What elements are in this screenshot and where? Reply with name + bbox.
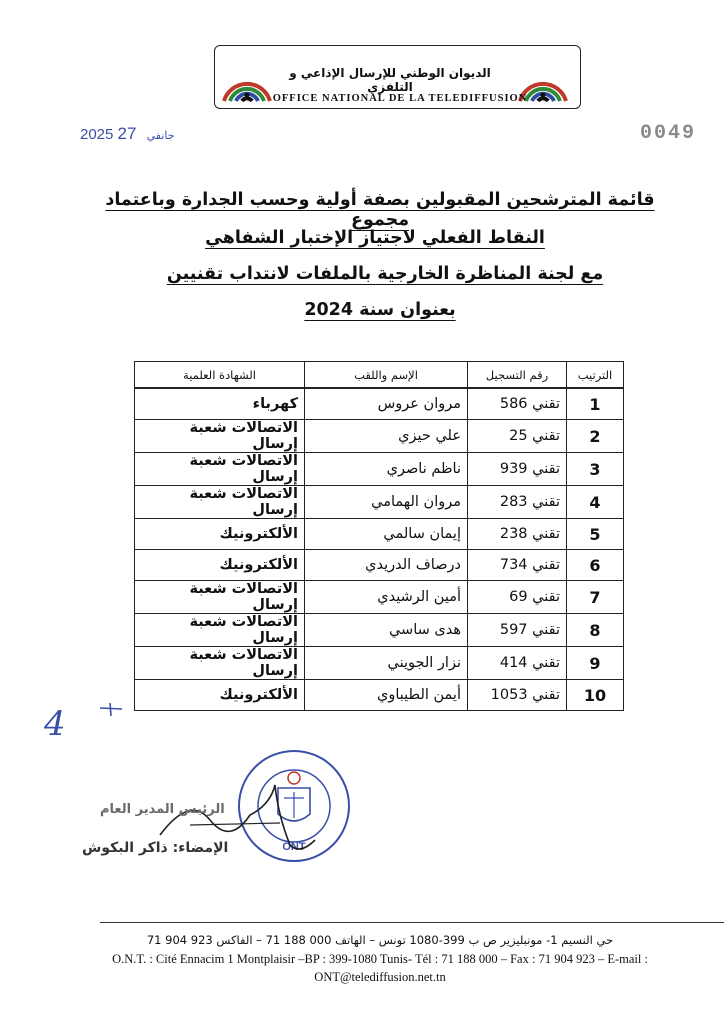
- cell-rank: 10: [567, 680, 624, 711]
- footer-email: ONT@telediffusion.net.tn: [314, 970, 446, 984]
- cell-registration: تقني 597: [468, 614, 567, 647]
- title-line-1: قائمة المترشحين المقبولين بصفة أولية وحسب الجدارة وباعتماد مجموع: [105, 190, 655, 230]
- date-stamp: [80, 124, 181, 144]
- table-row: [135, 453, 624, 486]
- table-row: [135, 550, 624, 581]
- cell-certificate: الاتصالات شعبة إرسال: [135, 453, 305, 486]
- cell-registration: تقني 238: [468, 519, 567, 550]
- header-certificate: الشهادة العلمية: [135, 362, 305, 389]
- table-row: [135, 420, 624, 453]
- cell-registration: تقني 25: [468, 420, 567, 453]
- handwritten-count: 4: [44, 704, 66, 744]
- header-name: الإسم واللقب: [305, 362, 468, 389]
- cell-name: درصاف الدريدي: [305, 550, 468, 581]
- cell-registration: تقني 414: [468, 647, 567, 680]
- cell-registration: تقني 1053: [468, 680, 567, 711]
- cell-rank: 9: [567, 647, 624, 680]
- handwritten-tick-mark: [98, 700, 124, 720]
- cell-name: نزار الجويني: [305, 647, 468, 680]
- cell-rank: 5: [567, 519, 624, 550]
- table-row: [135, 614, 624, 647]
- cell-rank: 1: [567, 388, 624, 420]
- cell-name: ناظم ناصري: [305, 453, 468, 486]
- seal-abbreviation: ONT: [282, 841, 306, 853]
- cell-certificate: الاتصالات شعبة إرسال: [135, 614, 305, 647]
- cell-rank: 2: [567, 420, 624, 453]
- signatory-title: الرئيس المدير العام: [100, 802, 225, 817]
- cell-rank: 3: [567, 453, 624, 486]
- cell-rank: 4: [567, 486, 624, 519]
- table-row: [135, 581, 624, 614]
- candidates-table: [134, 361, 624, 711]
- cell-rank: 8: [567, 614, 624, 647]
- cell-name: مروان عروس: [305, 388, 468, 420]
- ont-logo-left: [220, 51, 274, 103]
- cell-registration: تقني 734: [468, 550, 567, 581]
- cell-certificate: الاتصالات شعبة إرسال: [135, 486, 305, 519]
- table-row: [135, 680, 624, 711]
- title-line-3: مع لجنة المناظرة الخارجية بالملفات لانتداب تقنيين: [166, 264, 604, 284]
- org-name-french: OFFICE NATIONAL DE LA TELEDIFFUSION: [272, 93, 528, 104]
- cell-certificate: الألكترونيك: [135, 550, 305, 581]
- signatory-name: الإمضاء: ذاكر البكوش: [82, 840, 229, 856]
- stamp-day: 27: [117, 124, 137, 143]
- cell-certificate: الاتصالات شعبة إرسال: [135, 581, 305, 614]
- document-number: 0049: [640, 122, 697, 145]
- cell-name: أمين الرشيدي: [305, 581, 468, 614]
- cell-registration: تقني 69: [468, 581, 567, 614]
- table-row: [135, 647, 624, 680]
- title-line-4: بعنوان سنة 2024: [304, 300, 456, 320]
- footer-address-arabic: حي النسيم 1- مونبليزير ص ب 399-1080 تونس – الهاتف 000 188 71 – الفاكس 923 904 71: [146, 933, 614, 947]
- cell-certificate: الألكترونيك: [135, 680, 305, 711]
- footer-address-french: O.N.T. : Cité Ennacim 1 Montplaisir –BP : 399-1080 Tunis- Tél : 71 188 000 – Fax : 71 904 923 – E-mail :: [112, 952, 648, 966]
- table-row: [135, 486, 624, 519]
- header-rank: الترتيب: [567, 362, 624, 389]
- cell-rank: 7: [567, 581, 624, 614]
- stamp-month: جانفي: [146, 130, 175, 142]
- table-row: [135, 519, 624, 550]
- cell-certificate: الاتصالات شعبة إرسال: [135, 647, 305, 680]
- cell-registration: تقني 939: [468, 453, 567, 486]
- stamp-year: 2025: [80, 126, 114, 143]
- cell-registration: تقني 283: [468, 486, 567, 519]
- cell-name: علي حيزي: [305, 420, 468, 453]
- table-header-row: [135, 362, 624, 389]
- footer-divider: [100, 922, 724, 923]
- header-registration: رقم التسجيل: [468, 362, 567, 389]
- org-name-arabic: الديوان الوطني للإرسال الإذاعي و التلفزي: [289, 66, 491, 94]
- cell-certificate: الاتصالات شعبة إرسال: [135, 420, 305, 453]
- cell-name: مروان الهمامي: [305, 486, 468, 519]
- cell-certificate: الألكترونيك: [135, 519, 305, 550]
- cell-certificate: كهرباء: [135, 388, 305, 420]
- cell-registration: تقني 586: [468, 388, 567, 420]
- cell-rank: 6: [567, 550, 624, 581]
- table-row: [135, 388, 624, 420]
- cell-name: إيمان سالمي: [305, 519, 468, 550]
- title-line-2: النقاط الفعلي لاجتياز الإختبار الشفاهي: [205, 228, 545, 248]
- cell-name: أيمن الطيباوي: [305, 680, 468, 711]
- cell-name: هدى ساسي: [305, 614, 468, 647]
